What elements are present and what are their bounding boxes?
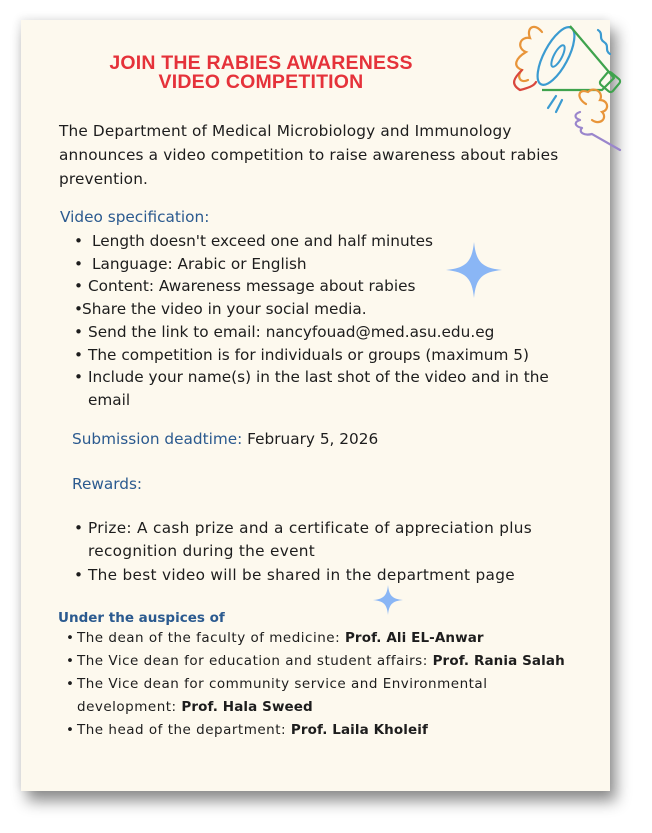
list-item: • Prize: A cash prize and a certificate of appreciation plus recognition during the event xyxy=(74,517,574,562)
deadline-value: February 5, 2026 xyxy=(247,430,379,448)
list-item: • Include your name(s) in the last shot of the video and in the email xyxy=(74,366,574,411)
sparkle-star-icon xyxy=(446,242,502,298)
sparkle-star-icon xyxy=(373,585,403,615)
auspice-role: The head of the department: xyxy=(77,722,287,738)
list-item: • Language: Arabic or English xyxy=(74,253,574,276)
page-title xyxy=(21,54,501,92)
rewards-list xyxy=(74,517,574,589)
list-item: • The best video will be shared in the department page xyxy=(74,564,574,587)
auspice-role: The Vice dean for education and student affairs: xyxy=(77,653,428,669)
rewards-heading: Rewards: xyxy=(72,475,143,493)
auspice-role: The dean of the faculty of medicine: xyxy=(77,630,341,646)
list-item: • Content: Awareness message about rabies xyxy=(74,275,574,298)
title-line-2: VIDEO COMPETITION xyxy=(158,71,364,93)
list-item xyxy=(66,650,586,673)
list-item: • Length doesn't exceed one and half minutes xyxy=(74,230,574,253)
submission-deadline xyxy=(72,430,378,448)
video-specification-heading: Video specification: xyxy=(60,208,210,226)
auspices-heading: Under the auspices of xyxy=(58,610,225,626)
auspice-name: Prof. Laila Kholeif xyxy=(290,722,428,738)
flyer-card xyxy=(21,20,610,791)
list-item: • Send the link to email: nancyfouad@med.asu.edu.eg xyxy=(74,321,574,344)
list-item xyxy=(66,627,586,650)
list-item: • Share the video in your social media. xyxy=(74,298,574,321)
auspice-name: Prof. Ali EL-Anwar xyxy=(344,630,484,646)
intro-paragraph: The Department of Medical Microbiology and Immunology announces a video competition to raise awareness about rabies prevention. xyxy=(59,122,559,188)
auspices-list xyxy=(66,627,586,742)
list-item xyxy=(66,673,517,719)
auspice-role: The Vice dean for community service and Environmental development: xyxy=(77,676,488,715)
auspice-name: Prof. Rania Salah xyxy=(432,653,565,669)
title-line-1: JOIN THE RABIES AWARENESS xyxy=(109,52,413,74)
auspice-name: Prof. Hala Sweed xyxy=(181,699,313,715)
list-item: • The competition is for individuals or groups (maximum 5) xyxy=(74,344,574,367)
deadline-label: Submission deadtime: xyxy=(72,430,243,448)
list-item xyxy=(66,719,586,742)
